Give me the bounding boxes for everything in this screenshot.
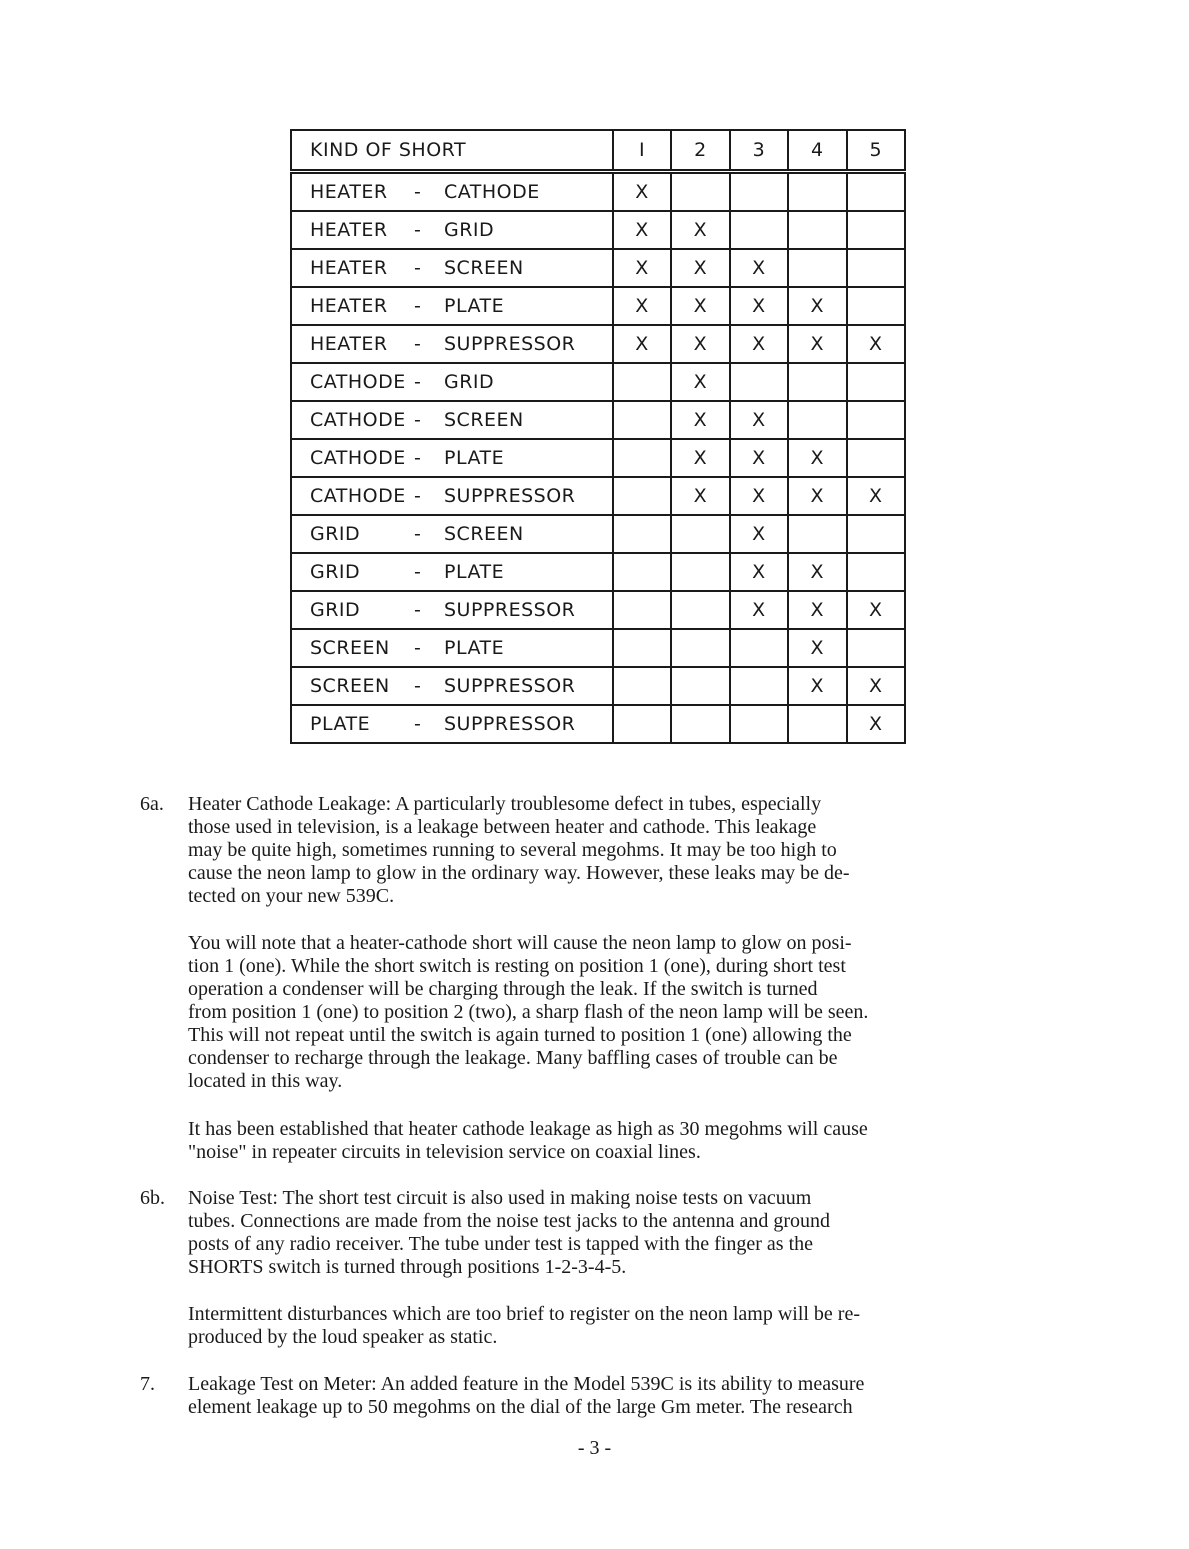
- element-b-label: PLATE: [444, 447, 505, 469]
- position-5-mark: X: [847, 705, 905, 743]
- table-row: [291, 629, 905, 667]
- position-3-mark: X: [730, 287, 788, 325]
- element-b-label: SUPPRESSOR: [444, 599, 576, 621]
- text-line: Noise Test: The short test circuit is also used in making noise tests on vacuum: [188, 1187, 812, 1209]
- position-5-mark: X: [847, 667, 905, 705]
- element-a-label: CATHODE: [310, 409, 406, 431]
- table-row: [291, 249, 905, 287]
- table-row: [291, 325, 905, 363]
- position-2-mark: [671, 705, 729, 743]
- position-1-mark: X: [613, 249, 671, 287]
- position-3-mark: X: [730, 515, 788, 553]
- position-1-mark: [613, 591, 671, 629]
- position-3-mark: [730, 363, 788, 401]
- position-2-mark: X: [671, 401, 729, 439]
- kind-of-short-cell: [291, 249, 613, 287]
- text-line: those used in television, is a leakage between heater and cathode. This leakage: [188, 816, 817, 838]
- position-4-mark: [788, 249, 846, 287]
- position-4-mark: [788, 211, 846, 249]
- position-3-mark: X: [730, 477, 788, 515]
- header-kind-of-short: KIND OF SHORT: [291, 130, 613, 172]
- position-4-mark: X: [788, 667, 846, 705]
- dash-separator: -: [414, 713, 422, 735]
- dash-separator: -: [414, 675, 422, 697]
- position-5-mark: [847, 515, 905, 553]
- position-3-mark: [730, 705, 788, 743]
- kind-of-short-cell: [291, 363, 613, 401]
- paragraph-number-7: 7.: [140, 1373, 155, 1395]
- position-1-mark: [613, 629, 671, 667]
- text-line: Heater Cathode Leakage: A particularly troublesome defect in tubes, especially: [188, 793, 822, 815]
- position-4-mark: X: [788, 439, 846, 477]
- text-line: may be quite high, sometimes running to several megohms. It may be too high to: [188, 839, 837, 861]
- text-line: posts of any radio receiver. The tube under test is tapped with the finger as the: [188, 1233, 813, 1255]
- position-3-mark: X: [730, 325, 788, 363]
- position-4-mark: [788, 401, 846, 439]
- table-row: [291, 705, 905, 743]
- position-2-mark: X: [671, 325, 729, 363]
- kind-of-short-cell: [291, 515, 613, 553]
- kind-of-short-cell: [291, 211, 613, 249]
- table-row: [291, 515, 905, 553]
- dash-separator: -: [414, 523, 422, 545]
- text-line: operation a condenser will be charging through the leak. If the switch is turned: [188, 978, 818, 1000]
- dash-separator: -: [414, 181, 422, 203]
- table-row: [291, 363, 905, 401]
- element-a-label: GRID: [310, 599, 361, 621]
- element-b-label: PLATE: [444, 637, 505, 659]
- position-5-mark: [847, 287, 905, 325]
- element-a-label: HEATER: [310, 181, 388, 203]
- text-line: SHORTS switch is turned through positions 1-2-3-4-5.: [188, 1256, 627, 1278]
- position-2-mark: [671, 553, 729, 591]
- position-3-mark: X: [730, 439, 788, 477]
- kind-of-short-cell: [291, 172, 613, 212]
- element-a-label: SCREEN: [310, 637, 390, 659]
- position-4-mark: [788, 172, 846, 212]
- position-3-mark: X: [730, 401, 788, 439]
- dash-separator: -: [414, 599, 422, 621]
- position-2-mark: [671, 629, 729, 667]
- kind-of-short-cell: [291, 401, 613, 439]
- position-5-mark: [847, 249, 905, 287]
- position-5-mark: [847, 439, 905, 477]
- position-1-mark: [613, 439, 671, 477]
- element-a-label: HEATER: [310, 333, 388, 355]
- position-5-mark: [847, 172, 905, 212]
- position-3-mark: X: [730, 553, 788, 591]
- text-line: Leakage Test on Meter: An added feature in the Model 539C is its ability to measure: [188, 1373, 865, 1395]
- position-2-mark: [671, 172, 729, 212]
- text-line: condenser to recharge through the leakage. Many baffling cases of trouble can be: [188, 1047, 838, 1069]
- header-position-5: 5: [847, 130, 905, 172]
- position-4-mark: X: [788, 591, 846, 629]
- position-2-mark: X: [671, 287, 729, 325]
- kind-of-short-cell: [291, 553, 613, 591]
- position-5-mark: [847, 211, 905, 249]
- element-a-label: CATHODE: [310, 447, 406, 469]
- element-b-label: PLATE: [444, 561, 505, 583]
- element-a-label: CATHODE: [310, 485, 406, 507]
- position-1-mark: [613, 477, 671, 515]
- kind-of-short-cell: [291, 325, 613, 363]
- element-a-label: HEATER: [310, 257, 388, 279]
- position-5-mark: X: [847, 477, 905, 515]
- table-row: [291, 553, 905, 591]
- element-b-label: SUPPRESSOR: [444, 485, 576, 507]
- table-row: [291, 477, 905, 515]
- paragraph-6b: [188, 1187, 1068, 1279]
- kind-of-short-cell: [291, 591, 613, 629]
- paragraph-6a: [188, 793, 1068, 908]
- text-line: "noise" in repeater circuits in television service on coaxial lines.: [188, 1141, 701, 1163]
- table-row: [291, 591, 905, 629]
- text-line: from position 1 (one) to position 2 (two), a sharp flash of the neon lamp will be seen.: [188, 1001, 869, 1023]
- position-2-mark: [671, 515, 729, 553]
- text-line: Intermittent disturbances which are too brief to register on the neon lamp will be re-: [188, 1303, 861, 1325]
- table-header-row: [291, 130, 905, 172]
- position-4-mark: [788, 363, 846, 401]
- position-4-mark: X: [788, 629, 846, 667]
- header-position-1: I: [613, 130, 671, 172]
- position-3-mark: [730, 211, 788, 249]
- position-1-mark: X: [613, 287, 671, 325]
- shorts-table: [290, 129, 906, 744]
- position-1-mark: [613, 705, 671, 743]
- dash-separator: -: [414, 637, 422, 659]
- table-row: [291, 287, 905, 325]
- position-5-mark: [847, 401, 905, 439]
- paragraph-number-6b: 6b.: [140, 1187, 165, 1209]
- dash-separator: -: [414, 333, 422, 355]
- element-b-label: SUPPRESSOR: [444, 333, 576, 355]
- position-1-mark: [613, 553, 671, 591]
- header-position-2: 2: [671, 130, 729, 172]
- text-line: located in this way.: [188, 1070, 343, 1092]
- paragraph-number-6a: 6a.: [140, 793, 164, 815]
- position-1-mark: X: [613, 211, 671, 249]
- element-a-label: GRID: [310, 523, 361, 545]
- kind-of-short-cell: [291, 667, 613, 705]
- kind-of-short-cell: [291, 629, 613, 667]
- text-line: element leakage up to 50 megohms on the dial of the large Gm meter. The research: [188, 1396, 853, 1418]
- table-row: [291, 211, 905, 249]
- text-line: cause the neon lamp to glow in the ordinary way. However, these leaks may be de-: [188, 862, 850, 884]
- table-row: [291, 172, 905, 212]
- position-5-mark: [847, 553, 905, 591]
- kind-of-short-cell: [291, 287, 613, 325]
- dash-separator: -: [414, 295, 422, 317]
- position-4-mark: X: [788, 287, 846, 325]
- position-3-mark: X: [730, 249, 788, 287]
- text-line: produced by the loud speaker as static.: [188, 1326, 498, 1348]
- text-line: tion 1 (one). While the short switch is resting on position 1 (one), during short test: [188, 955, 846, 977]
- kind-of-short-cell: [291, 439, 613, 477]
- element-b-label: SCREEN: [444, 409, 524, 431]
- table-row: [291, 667, 905, 705]
- element-b-label: SCREEN: [444, 523, 524, 545]
- position-3-mark: X: [730, 591, 788, 629]
- position-1-mark: [613, 515, 671, 553]
- element-a-label: HEATER: [310, 219, 388, 241]
- position-4-mark: [788, 705, 846, 743]
- position-2-mark: X: [671, 363, 729, 401]
- element-a-label: GRID: [310, 561, 361, 583]
- position-2-mark: [671, 591, 729, 629]
- position-3-mark: [730, 629, 788, 667]
- page-number: - 3 -: [577, 1437, 612, 1459]
- position-3-mark: [730, 667, 788, 705]
- text-line: You will note that a heater-cathode short will cause the neon lamp to glow on posi-: [188, 932, 852, 954]
- position-4-mark: X: [788, 325, 846, 363]
- dash-separator: -: [414, 257, 422, 279]
- position-1-mark: [613, 363, 671, 401]
- position-2-mark: X: [671, 249, 729, 287]
- position-4-mark: X: [788, 553, 846, 591]
- element-b-label: PLATE: [444, 295, 505, 317]
- table-row: [291, 439, 905, 477]
- dash-separator: -: [414, 219, 422, 241]
- text-line: tubes. Connections are made from the noise test jacks to the antenna and ground: [188, 1210, 831, 1232]
- position-4-mark: X: [788, 477, 846, 515]
- element-a-label: CATHODE: [310, 371, 406, 393]
- position-2-mark: X: [671, 211, 729, 249]
- element-b-label: SUPPRESSOR: [444, 675, 576, 697]
- dash-separator: -: [414, 485, 422, 507]
- header-position-3: 3: [730, 130, 788, 172]
- dash-separator: -: [414, 409, 422, 431]
- paragraph-6a-continued: [188, 932, 1068, 1093]
- text-line: This will not repeat until the switch is again turned to position 1 (one) allowing the: [188, 1024, 852, 1046]
- position-5-mark: X: [847, 591, 905, 629]
- element-b-label: CATHODE: [444, 181, 540, 203]
- element-a-label: SCREEN: [310, 675, 390, 697]
- position-5-mark: X: [847, 325, 905, 363]
- position-5-mark: [847, 629, 905, 667]
- dash-separator: -: [414, 561, 422, 583]
- element-b-label: GRID: [444, 219, 495, 241]
- position-3-mark: [730, 172, 788, 212]
- kind-of-short-cell: [291, 477, 613, 515]
- paragraph-6a-conclusion: [188, 1118, 1068, 1164]
- kind-of-short-cell: [291, 705, 613, 743]
- element-a-label: PLATE: [310, 713, 371, 735]
- position-5-mark: [847, 363, 905, 401]
- element-b-label: SCREEN: [444, 257, 524, 279]
- position-2-mark: X: [671, 439, 729, 477]
- text-line: tected on your new 539C.: [188, 885, 395, 907]
- element-b-label: GRID: [444, 371, 495, 393]
- position-2-mark: [671, 667, 729, 705]
- position-4-mark: [788, 515, 846, 553]
- paragraph-6b-continued: [188, 1303, 1068, 1349]
- paragraph-7: [188, 1373, 1068, 1419]
- header-position-4: 4: [788, 130, 846, 172]
- element-a-label: HEATER: [310, 295, 388, 317]
- dash-separator: -: [414, 371, 422, 393]
- position-1-mark: [613, 401, 671, 439]
- dash-separator: -: [414, 447, 422, 469]
- position-1-mark: X: [613, 172, 671, 212]
- text-line: It has been established that heater cathode leakage as high as 30 megohms will cause: [188, 1118, 868, 1140]
- shorts-table-body: [291, 172, 905, 744]
- position-1-mark: X: [613, 325, 671, 363]
- element-b-label: SUPPRESSOR: [444, 713, 576, 735]
- position-1-mark: [613, 667, 671, 705]
- table-row: [291, 401, 905, 439]
- position-2-mark: X: [671, 477, 729, 515]
